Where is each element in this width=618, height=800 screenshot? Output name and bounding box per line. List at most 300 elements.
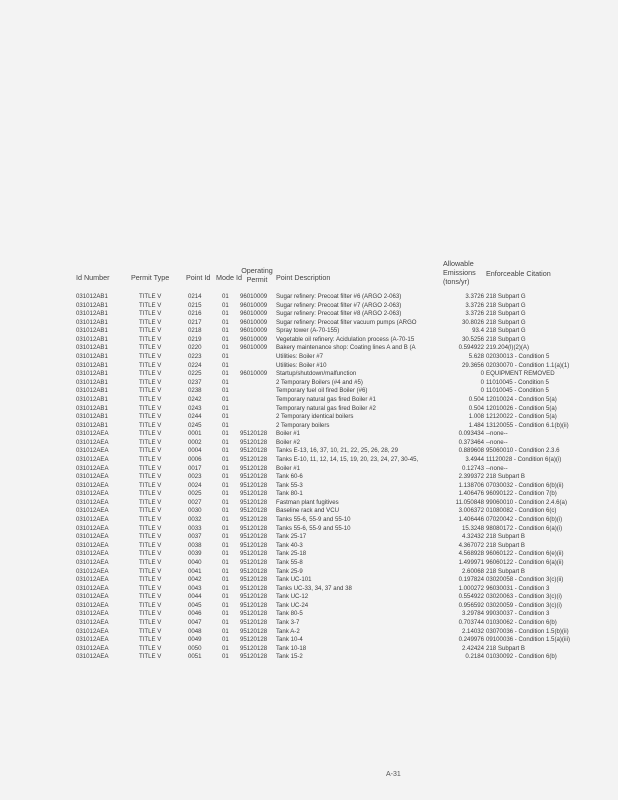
cell-allowable-emissions: 3.4944 — [465, 455, 484, 463]
cell-point-id: 0049 — [188, 636, 202, 644]
cell-enforceable-citation: 12010026 - Condition 5(a) — [486, 404, 557, 412]
header-enforceable-citation: Enforceable Citation — [486, 269, 551, 278]
cell-mode-id: 01 — [222, 378, 229, 386]
cell-allowable-emissions: 3.3726 — [465, 293, 484, 300]
cell-mode-id: 01 — [222, 567, 229, 575]
cell-mode-id: 01 — [222, 447, 229, 455]
cell-point-description: Tanks 55-6, 55-9 and 55-10 — [276, 516, 351, 524]
cell-operating-permit: 96010009 — [240, 327, 268, 335]
cell-mode-id: 01 — [222, 455, 229, 463]
cell-mode-id: 01 — [222, 421, 229, 429]
cell-permit-type: TITLE V — [139, 601, 162, 609]
cell-mode-id: 01 — [222, 361, 229, 369]
cell-point-description: 2 Temporary boilers — [276, 421, 330, 429]
cell-operating-permit: 95120128 — [240, 636, 268, 644]
cell-mode-id: 01 — [222, 524, 229, 532]
emissions-table-body — [0, 293, 618, 662]
cell-allowable-emissions: 0 — [480, 387, 484, 395]
cell-point-description: Boiler #2 — [276, 438, 301, 446]
cell-point-id: 0027 — [188, 498, 202, 506]
cell-id-number: 031012AEA — [76, 627, 109, 635]
cell-allowable-emissions: 15.3248 — [461, 524, 484, 532]
cell-permit-type: TITLE V — [139, 421, 162, 429]
cell-operating-permit: 95120128 — [240, 644, 268, 652]
cell-enforceable-citation: 03020059 - Condition 3(c)(i) — [486, 601, 562, 609]
cell-point-description: Utilities: Boiler #10 — [276, 361, 327, 369]
cell-point-description: Tank UC-101 — [276, 576, 312, 584]
cell-permit-type: TITLE V — [139, 353, 162, 361]
cell-allowable-emissions: 3.3726 — [465, 310, 484, 318]
cell-enforceable-citation: 09100036 - Condition 1.5(a)(iii) — [486, 636, 571, 644]
cell-allowable-emissions: 3.29784 — [461, 610, 484, 618]
cell-mode-id: 01 — [222, 558, 229, 566]
cell-allowable-emissions: 0.2184 — [465, 653, 484, 661]
cell-point-description: Tanks 55-6, 55-9 and 55-10 — [276, 524, 351, 532]
header-point-id: Point Id — [186, 273, 211, 282]
cell-mode-id: 01 — [222, 627, 229, 635]
table-row — [0, 293, 618, 302]
cell-mode-id: 01 — [222, 576, 229, 584]
cell-operating-permit: 95120128 — [240, 610, 268, 618]
cell-point-description: Tank 40-3 — [276, 541, 303, 549]
table-row — [0, 585, 618, 594]
cell-point-description: Fastman plant fugitives — [276, 498, 339, 506]
cell-point-description: Boiler #1 — [276, 430, 301, 438]
cell-operating-permit: 95120128 — [240, 550, 268, 558]
cell-allowable-emissions: 3.006372 — [458, 507, 484, 515]
header-point-description: Point Description — [276, 273, 331, 282]
cell-point-id: 0237 — [188, 378, 202, 386]
cell-permit-type: TITLE V — [139, 387, 162, 395]
cell-enforceable-citation: 218 Subpart G — [486, 335, 526, 343]
cell-mode-id: 01 — [222, 430, 229, 438]
cell-permit-type: TITLE V — [139, 293, 162, 300]
cell-point-id: 0220 — [188, 344, 202, 352]
cell-point-id: 0025 — [188, 490, 202, 498]
cell-point-description: Boiler #1 — [276, 464, 301, 472]
cell-point-description: Tank 25-17 — [276, 533, 307, 541]
cell-allowable-emissions: 0.504 — [468, 404, 484, 412]
cell-enforceable-citation: 218 Subpart B — [486, 473, 525, 481]
cell-allowable-emissions: 0.889608 — [458, 447, 484, 455]
cell-id-number: 031012AEA — [76, 447, 109, 455]
cell-enforceable-citation: 218 Subpart G — [486, 301, 526, 309]
cell-operating-permit: 95120128 — [240, 447, 268, 455]
cell-id-number: 031012AEA — [76, 464, 109, 472]
table-row — [0, 482, 618, 491]
cell-permit-type: TITLE V — [139, 636, 162, 644]
cell-point-description: Sugar refinery: Precoat filter #8 (ARGO 2-063) — [276, 310, 402, 318]
cell-id-number: 031012AEA — [76, 498, 109, 506]
cell-point-id: 0038 — [188, 541, 202, 549]
cell-allowable-emissions: 1.499971 — [458, 558, 484, 566]
cell-enforceable-citation: 218 Subpart B — [486, 541, 525, 549]
header-allowable-emissions: Allowable Emissions (tons/yr) — [443, 259, 476, 286]
table-row — [0, 405, 618, 414]
cell-enforceable-citation: 95060010 - Condition 2.3.6 — [486, 447, 560, 455]
table-row — [0, 370, 618, 379]
cell-id-number: 031012AEA — [76, 618, 109, 626]
cell-point-description: Tanks E-13, 16, 37, 10, 21, 22, 25, 26, 28, 29 — [276, 447, 398, 455]
cell-operating-permit: 95120128 — [240, 627, 268, 635]
cell-mode-id: 01 — [222, 653, 229, 661]
table-row — [0, 439, 618, 448]
cell-point-id: 0017 — [188, 464, 202, 472]
table-row — [0, 413, 618, 422]
cell-allowable-emissions: 1.406446 — [458, 516, 484, 524]
cell-point-description: Tank A-2 — [276, 627, 300, 635]
cell-point-description: Temporary fuel oil fired Boiler (#6) — [276, 387, 368, 395]
cell-point-description: Tank 80-5 — [276, 610, 303, 618]
cell-point-id: 0046 — [188, 610, 202, 618]
cell-permit-type: TITLE V — [139, 567, 162, 575]
cell-enforceable-citation: 218 Subpart B — [486, 567, 525, 575]
cell-operating-permit: 95120128 — [240, 618, 268, 626]
table-row — [0, 362, 618, 371]
cell-point-description: Tank 15-2 — [276, 653, 303, 661]
cell-permit-type: TITLE V — [139, 627, 162, 635]
cell-allowable-emissions: 0.12743 — [461, 464, 484, 472]
cell-id-number: 031012AEA — [76, 541, 109, 549]
cell-point-id: 0048 — [188, 627, 202, 635]
cell-enforceable-citation: --none-- — [486, 430, 508, 438]
cell-enforceable-citation: --none-- — [486, 464, 508, 472]
cell-permit-type: TITLE V — [139, 558, 162, 566]
cell-operating-permit: 95120128 — [240, 464, 268, 472]
cell-point-description: Tank UC-24 — [276, 601, 309, 609]
cell-id-number: 031012AEA — [76, 516, 109, 524]
cell-operating-permit: 95120128 — [240, 524, 268, 532]
cell-mode-id: 01 — [222, 387, 229, 395]
cell-allowable-emissions: 2.14032 — [461, 627, 484, 635]
cell-id-number: 031012AEA — [76, 481, 109, 489]
cell-enforceable-citation: 11010045 - Condition 5 — [486, 378, 549, 386]
table-row — [0, 473, 618, 482]
cell-operating-permit: 95120128 — [240, 455, 268, 463]
cell-point-id: 0216 — [188, 310, 202, 318]
table-row — [0, 310, 618, 319]
cell-permit-type: TITLE V — [139, 370, 162, 378]
cell-point-id: 0041 — [188, 567, 202, 575]
cell-enforceable-citation: 96060122 - Condition 6(a)(ii) — [486, 558, 564, 566]
cell-allowable-emissions: 30.8026 — [461, 318, 484, 326]
cell-permit-type: TITLE V — [139, 541, 162, 549]
cell-permit-type: TITLE V — [139, 516, 162, 524]
cell-mode-id: 01 — [222, 550, 229, 558]
cell-point-description: Tank UC-12 — [276, 593, 309, 601]
cell-enforceable-citation: 98080172 - Condition 6(a)(i) — [486, 524, 563, 532]
cell-permit-type: TITLE V — [139, 344, 162, 352]
cell-point-id: 0217 — [188, 318, 202, 326]
cell-mode-id: 01 — [222, 395, 229, 403]
cell-permit-type: TITLE V — [139, 481, 162, 489]
cell-allowable-emissions: 0.373464 — [458, 438, 484, 446]
cell-mode-id: 01 — [222, 293, 229, 300]
table-row — [0, 602, 618, 611]
table-row — [0, 336, 618, 345]
cell-operating-permit: 95120128 — [240, 653, 268, 661]
cell-point-description: Tank 25-9 — [276, 567, 303, 575]
cell-operating-permit: 96010009 — [240, 344, 268, 352]
cell-allowable-emissions: 29.3656 — [461, 361, 484, 369]
cell-enforceable-citation: 99060010 - Condition 2.4.6(a) — [486, 498, 567, 506]
table-row — [0, 456, 618, 465]
cell-mode-id: 01 — [222, 533, 229, 541]
cell-permit-type: TITLE V — [139, 378, 162, 386]
cell-permit-type: TITLE V — [139, 464, 162, 472]
cell-operating-permit: 96010009 — [240, 370, 268, 378]
cell-point-id: 0214 — [188, 293, 202, 300]
cell-mode-id: 01 — [222, 516, 229, 524]
cell-operating-permit: 95120128 — [240, 430, 268, 438]
cell-mode-id: 01 — [222, 404, 229, 412]
cell-allowable-emissions: 0.594922 — [458, 344, 484, 352]
cell-operating-permit: 96010009 — [240, 335, 268, 343]
cell-permit-type: TITLE V — [139, 490, 162, 498]
cell-point-description: Baseline rack and VCU — [276, 507, 339, 515]
cell-mode-id: 01 — [222, 473, 229, 481]
cell-allowable-emissions: 0.093434 — [458, 430, 484, 438]
cell-point-description: Tank 10-4 — [276, 636, 303, 644]
cell-enforceable-citation: 218 Subpart G — [486, 327, 526, 335]
cell-point-id: 0223 — [188, 353, 202, 361]
cell-operating-permit: 95120128 — [240, 584, 268, 592]
cell-enforceable-citation: 02030013 - Condition 5 — [486, 353, 550, 361]
table-row — [0, 628, 618, 637]
cell-mode-id: 01 — [222, 490, 229, 498]
table-row — [0, 610, 618, 619]
cell-permit-type: TITLE V — [139, 498, 162, 506]
header-mode-id: Mode Id — [216, 273, 242, 282]
cell-allowable-emissions: 93.4 — [472, 327, 484, 335]
cell-permit-type: TITLE V — [139, 507, 162, 515]
cell-allowable-emissions: 0.703744 — [458, 618, 484, 626]
cell-mode-id: 01 — [222, 301, 229, 309]
cell-point-id: 0243 — [188, 404, 202, 412]
cell-permit-type: TITLE V — [139, 318, 162, 326]
cell-point-id: 0242 — [188, 395, 202, 403]
cell-point-id: 0245 — [188, 421, 202, 429]
cell-permit-type: TITLE V — [139, 301, 162, 309]
cell-enforceable-citation: 11010045 - Condition 5 — [486, 387, 549, 395]
cell-point-description: Tanks E-10, 11, 12, 14, 15, 19, 20, 23, 24, 27, 30-45, — [276, 455, 419, 463]
cell-id-number: 031012AEA — [76, 576, 109, 584]
cell-permit-type: TITLE V — [139, 473, 162, 481]
cell-enforceable-citation: 12010024 - Condition 5(a) — [486, 395, 557, 403]
cell-mode-id: 01 — [222, 610, 229, 618]
cell-id-number: 031012AEA — [76, 438, 109, 446]
cell-point-description: Tank 55-3 — [276, 481, 303, 489]
cell-point-id: 0030 — [188, 507, 202, 515]
cell-mode-id: 01 — [222, 601, 229, 609]
cell-point-id: 0044 — [188, 593, 202, 601]
cell-permit-type: TITLE V — [139, 404, 162, 412]
table-row — [0, 353, 618, 362]
cell-point-id: 0023 — [188, 473, 202, 481]
cell-enforceable-citation: 218 Subpart G — [486, 318, 526, 326]
cell-operating-permit: 95120128 — [240, 473, 268, 481]
cell-allowable-emissions: 1.138706 — [458, 481, 484, 489]
cell-operating-permit: 95120128 — [240, 593, 268, 601]
cell-permit-type: TITLE V — [139, 327, 162, 335]
cell-allowable-emissions: 4.367072 — [458, 541, 484, 549]
cell-mode-id: 01 — [222, 310, 229, 318]
cell-id-number: 031012AB1 — [76, 310, 108, 318]
cell-permit-type: TITLE V — [139, 653, 162, 661]
cell-mode-id: 01 — [222, 335, 229, 343]
cell-point-description: Tank 80-1 — [276, 490, 303, 498]
cell-id-number: 031012AB1 — [76, 387, 108, 395]
cell-allowable-emissions: 30.5256 — [461, 335, 484, 343]
cell-id-number: 031012AEA — [76, 507, 109, 515]
cell-id-number: 031012AB1 — [76, 293, 108, 300]
cell-enforceable-citation: 99030037 - Condition 3 — [486, 610, 550, 618]
cell-point-description: Startup/shutdown/malfunction — [276, 370, 357, 378]
table-row — [0, 645, 618, 654]
cell-id-number: 031012AEA — [76, 610, 109, 618]
cell-operating-permit: 95120128 — [240, 541, 268, 549]
cell-point-id: 0024 — [188, 481, 202, 489]
header-operating-permit: Operating Permit — [241, 266, 273, 284]
table-row — [0, 568, 618, 577]
cell-allowable-emissions: 2.42424 — [461, 644, 484, 652]
cell-point-id: 0033 — [188, 524, 202, 532]
cell-allowable-emissions: 0.197824 — [458, 576, 484, 584]
cell-point-description: Tank 55-8 — [276, 558, 303, 566]
cell-mode-id: 01 — [222, 507, 229, 515]
table-row — [0, 422, 618, 431]
cell-allowable-emissions: 0 — [480, 378, 484, 386]
cell-permit-type: TITLE V — [139, 335, 162, 343]
cell-permit-type: TITLE V — [139, 533, 162, 541]
table-row — [0, 319, 618, 328]
cell-point-description: Temporary natural gas fired Boiler #2 — [276, 404, 376, 412]
table-row — [0, 327, 618, 336]
cell-point-description: Vegetable oil refinery: Acidulation process (A-70-15 — [276, 335, 415, 343]
cell-point-id: 0037 — [188, 533, 202, 541]
header-permit-type: Permit Type — [131, 273, 170, 282]
cell-id-number: 031012AB1 — [76, 413, 108, 421]
cell-point-id: 0006 — [188, 455, 202, 463]
cell-operating-permit: 96010009 — [240, 301, 268, 309]
cell-mode-id: 01 — [222, 498, 229, 506]
cell-mode-id: 01 — [222, 618, 229, 626]
cell-id-number: 031012AB1 — [76, 395, 108, 403]
cell-mode-id: 01 — [222, 584, 229, 592]
cell-mode-id: 01 — [222, 327, 229, 335]
table-row — [0, 516, 618, 525]
table-row — [0, 593, 618, 602]
table-row — [0, 499, 618, 508]
cell-id-number: 031012AEA — [76, 584, 109, 592]
cell-enforceable-citation: 07020042 - Condition 6(b)(i) — [486, 516, 563, 524]
table-row — [0, 387, 618, 396]
table-row — [0, 542, 618, 551]
cell-point-description: Tank 3-7 — [276, 618, 300, 626]
cell-point-description: Bakery maintenance shop: Coating lines A and B (A — [276, 344, 416, 352]
cell-allowable-emissions: 2.60068 — [461, 567, 484, 575]
cell-point-id: 0042 — [188, 576, 202, 584]
cell-enforceable-citation: 11120028 - Condition 6(a)(i) — [486, 455, 562, 463]
cell-enforceable-citation: 13120055 - Condition 6.1(b)(ii) — [486, 421, 569, 429]
page-number: A-31 — [386, 771, 401, 778]
cell-id-number: 031012AB1 — [76, 344, 108, 352]
table-row — [0, 507, 618, 516]
cell-enforceable-citation: 01080082 - Condition 6(c) — [486, 507, 557, 515]
cell-allowable-emissions: 1.484 — [468, 421, 484, 429]
cell-point-description: Tanks UC-33, 34, 37 and 38 — [276, 584, 352, 592]
cell-enforceable-citation: 07030032 - Condition 6(b)(ii) — [486, 481, 564, 489]
cell-allowable-emissions: 1.008 — [468, 413, 484, 421]
cell-operating-permit: 95120128 — [240, 438, 268, 446]
cell-point-id: 0043 — [188, 584, 202, 592]
cell-allowable-emissions: 2.399372 — [458, 473, 484, 481]
cell-id-number: 031012AEA — [76, 473, 109, 481]
cell-id-number: 031012AEA — [76, 593, 109, 601]
cell-point-id: 0218 — [188, 327, 202, 335]
cell-point-id: 0215 — [188, 301, 202, 309]
cell-id-number: 031012AEA — [76, 430, 109, 438]
cell-point-id: 0047 — [188, 618, 202, 626]
cell-point-id: 0219 — [188, 335, 202, 343]
cell-point-description: 2 Temporary identical boilers — [276, 413, 354, 421]
cell-id-number: 031012AEA — [76, 644, 109, 652]
cell-id-number: 031012AEA — [76, 558, 109, 566]
cell-id-number: 031012AEA — [76, 533, 109, 541]
cell-enforceable-citation: 03020063 - Condition 3(c)(i) — [486, 593, 562, 601]
cell-allowable-emissions: 4.32432 — [461, 533, 484, 541]
cell-id-number: 031012AEA — [76, 601, 109, 609]
cell-point-description: Tank 10-18 — [276, 644, 307, 652]
cell-allowable-emissions: 0.554922 — [458, 593, 484, 601]
cell-id-number: 031012AB1 — [76, 353, 108, 361]
cell-id-number: 031012AB1 — [76, 361, 108, 369]
cell-mode-id: 01 — [222, 593, 229, 601]
cell-permit-type: TITLE V — [139, 618, 162, 626]
cell-point-description: Sugar refinery: Precoat filter vacuum pumps (ARGO — [276, 318, 417, 326]
cell-permit-type: TITLE V — [139, 447, 162, 455]
table-row — [0, 559, 618, 568]
cell-point-id: 0238 — [188, 387, 202, 395]
cell-operating-permit: 95120128 — [240, 601, 268, 609]
cell-id-number: 031012AB1 — [76, 404, 108, 412]
cell-enforceable-citation: EQUIPMENT REMOVED — [486, 370, 555, 378]
cell-mode-id: 01 — [222, 318, 229, 326]
cell-permit-type: TITLE V — [139, 395, 162, 403]
cell-enforceable-citation: 218 Subpart B — [486, 644, 525, 652]
cell-operating-permit: 95120128 — [240, 498, 268, 506]
cell-enforceable-citation: 218 Subpart B — [486, 533, 525, 541]
cell-point-id: 0004 — [188, 447, 202, 455]
cell-permit-type: TITLE V — [139, 361, 162, 369]
cell-operating-permit: 96010009 — [240, 318, 268, 326]
cell-permit-type: TITLE V — [139, 593, 162, 601]
cell-operating-permit: 95120128 — [240, 533, 268, 541]
cell-operating-permit: 95120128 — [240, 516, 268, 524]
table-row — [0, 302, 618, 311]
cell-point-id: 0045 — [188, 601, 202, 609]
cell-permit-type: TITLE V — [139, 550, 162, 558]
cell-permit-type: TITLE V — [139, 644, 162, 652]
cell-enforceable-citation: 03020058 - Condition 3(c)(ii) — [486, 576, 564, 584]
cell-point-description: Tank 25-18 — [276, 550, 307, 558]
cell-id-number: 031012AEA — [76, 490, 109, 498]
cell-point-description: 2 Temporary Boilers (#4 and #5) — [276, 378, 363, 386]
cell-mode-id: 01 — [222, 438, 229, 446]
cell-id-number: 031012AB1 — [76, 421, 108, 429]
cell-operating-permit: 96010009 — [240, 310, 268, 318]
cell-allowable-emissions: 0.956592 — [458, 601, 484, 609]
